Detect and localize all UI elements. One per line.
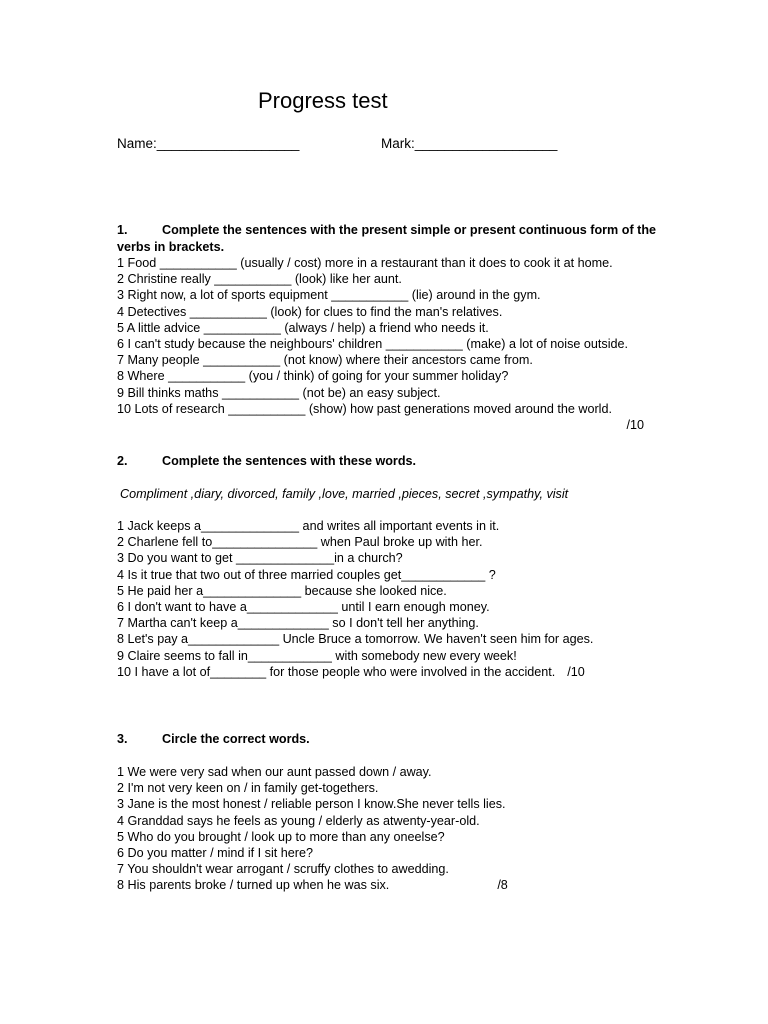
section-1-score: /10	[626, 418, 644, 433]
s2-item-10: 10 I have a lot of________ for those people who were involved in the accident.	[117, 664, 556, 679]
s2-item-last	[117, 664, 662, 680]
section-2-wordbank-block	[117, 486, 662, 502]
s2-item: 7 Martha can't keep a_____________ so I don't tell her anything.	[117, 616, 479, 631]
s1-item: 1 Food ___________ (usually / cost) more in a restaurant than it does to cook it at home.	[117, 256, 613, 270]
s2-item: 1 Jack keeps a______________ and writes all important events in it.	[117, 519, 500, 533]
page-title: Progress test	[258, 88, 388, 113]
s1-item: 5 A little advice ___________ (always / help) a friend who needs it.	[117, 320, 489, 335]
s2-item: 9 Claire seems to fall in____________ with somebody new every week!	[117, 648, 517, 663]
s2-item: 6 I don't want to have a_____________ until I earn enough money.	[117, 600, 490, 615]
s2-item: 8 Let's pay a_____________ Uncle Bruce a tomorrow. We haven't seen him for ages.	[117, 632, 594, 647]
s2-item: 2 Charlene fell to_______________ when Paul broke up with her.	[117, 535, 483, 550]
s3-item: 6 Do you matter / mind if I sit here?	[117, 846, 313, 861]
section-2-score: /10	[567, 664, 585, 679]
section-2-instruction: Complete the sentences with these words.	[162, 454, 417, 468]
s2-item: 4 Is it true that two out of three married couples get____________ ?	[117, 567, 496, 582]
section-3-score: /8	[497, 878, 508, 893]
section-1-heading	[117, 222, 662, 255]
section-3	[117, 731, 662, 748]
section-3-number: 3.	[117, 732, 128, 746]
mark-field: Mark:___________________	[381, 136, 558, 151]
section-2	[117, 453, 662, 470]
s1-item: 7 Many people ___________ (not know) where their ancestors came from.	[117, 353, 533, 368]
section-1-instruction: Complete the sentences with the present simple or present continuous form of the verbs in brackets.	[117, 223, 657, 254]
s3-item: 2 I'm not very keen on / in family get-togethers.	[117, 781, 379, 796]
section-2-heading	[117, 453, 662, 470]
s3-item-last	[117, 877, 662, 893]
section-1-number: 1.	[117, 223, 128, 237]
s1-item: 3 Right now, a lot of sports equipment ___________ (lie) around in the gym.	[117, 288, 541, 303]
s1-item: 4 Detectives ___________ (look) for clues to find the man's relatives.	[117, 304, 503, 319]
s3-item: 7 You shouldn't wear arrogant / scruffy clothes to awedding.	[117, 862, 449, 877]
s1-item: 2 Christine really ___________ (look) like her aunt.	[117, 272, 402, 287]
section-3-items	[117, 764, 662, 894]
s1-item: 8 Where ___________ (you / think) of going for your summer holiday?	[117, 369, 509, 384]
s3-item: 5 Who do you brought / look up to more than any oneelse?	[117, 829, 445, 844]
s1-item: 10 Lots of research ___________ (show) how past generations moved around the world.	[117, 401, 612, 416]
name-field: Name:___________________	[117, 136, 300, 151]
s3-item: 1 We were very sad when our aunt passed down / away.	[117, 765, 432, 779]
section-2-items	[117, 518, 662, 680]
s1-item: 6 I can't study because the neighbours' children ___________ (make) a lot of noise outside.	[117, 337, 628, 352]
section-1	[117, 222, 662, 433]
s1-item: 9 Bill thinks maths ___________ (not be) an easy subject.	[117, 385, 441, 400]
s2-item: 3 Do you want to get ______________in a church?	[117, 551, 403, 566]
section-2-number: 2.	[117, 454, 128, 468]
s3-item-8: 8 His parents broke / turned up when he was six.	[117, 878, 390, 893]
s3-item: 3 Jane is the most honest / reliable person I know.She never tells lies.	[117, 797, 506, 812]
s2-item: 5 He paid her a______________ because she looked nice.	[117, 583, 447, 598]
s3-item: 4 Granddad says he feels as young / elderly as atwenty-year-old.	[117, 813, 480, 828]
section-3-instruction: Circle the correct words.	[162, 732, 310, 746]
word-bank: Compliment ,diary, divorced, family ,love, married ,pieces, secret ,sympathy, visit	[120, 487, 569, 501]
section-3-heading	[117, 731, 662, 748]
